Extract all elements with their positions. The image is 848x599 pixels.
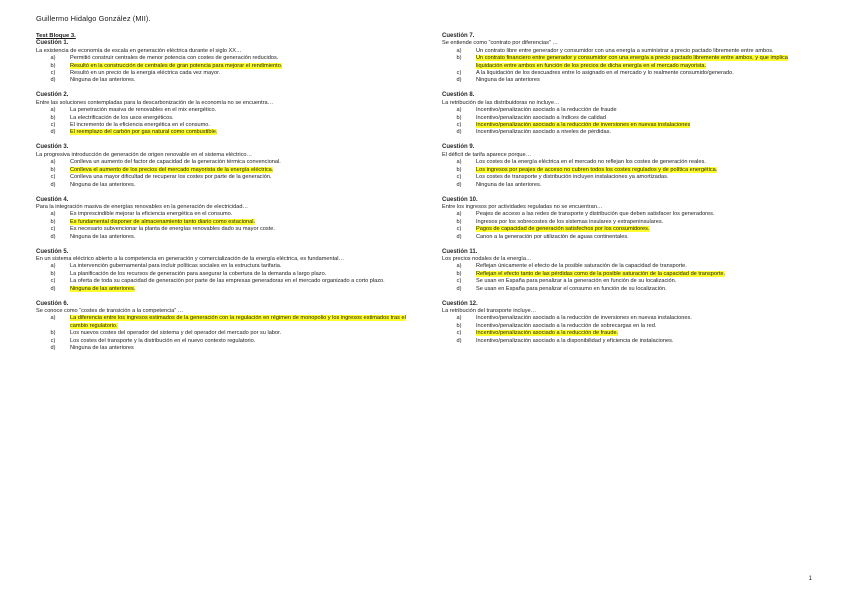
option-text-wrap	[476, 77, 814, 84]
right-question-list	[442, 33, 814, 345]
question-text: Los precios nodales de la energía…	[442, 255, 532, 262]
option-text: Conlleva una mayor dificultad de recuperar los costes por parte de la generación.	[70, 174, 272, 181]
option-list	[442, 211, 814, 241]
option-letter: a)	[456, 211, 462, 218]
option-text: Los costes del transporte y la distribución en el nuevo contexto regulatorio.	[70, 337, 256, 344]
option-text-wrap	[476, 159, 814, 166]
question-title: Cuestión 11.	[442, 248, 478, 255]
option-text: La electrificación de los usos energéticos.	[70, 114, 174, 121]
option-text-wrap	[476, 174, 814, 181]
question	[36, 92, 408, 136]
answer-option	[442, 107, 814, 114]
option-text-wrap	[70, 122, 408, 129]
answer-option	[36, 315, 408, 330]
option-text: Canon a la generación por utilización de aguas continentales.	[476, 233, 629, 240]
highlighted-answer-text: Es fundamental disponer de almacenamiento tanto diario como estacional.	[70, 218, 256, 225]
option-letter: d)	[50, 345, 56, 351]
option-text: Ninguna de las anteriores.	[70, 181, 136, 188]
option-text-wrap	[476, 48, 814, 55]
answer-option	[36, 182, 408, 189]
highlighted-answer-text: La diferencia entre los ingresos estimados de la generación con la regulación en régimen de monopolio y los ingresos estimados tras el cambio regulatorio.	[70, 315, 406, 329]
option-text-wrap	[70, 330, 408, 337]
option-text: Ninguna de las anteriores.	[476, 181, 542, 188]
answer-option	[36, 211, 408, 218]
question-text: Para la integración masiva de energías renovables en la generación de electricidad…	[36, 203, 249, 210]
option-text-wrap	[70, 70, 408, 77]
left-question-list	[36, 40, 408, 352]
option-letter: a)	[456, 159, 462, 166]
question	[36, 144, 408, 188]
option-text: Ingresos por los sobrecostes de los sistemas insulares y extrapeninsulares.	[476, 218, 664, 225]
option-text-wrap	[476, 330, 814, 337]
answer-option	[442, 226, 814, 233]
option-letter: c)	[456, 226, 462, 233]
option-letter: c)	[50, 70, 56, 77]
answer-option	[442, 330, 814, 337]
answer-option	[442, 129, 814, 136]
option-letter: b)	[50, 270, 56, 277]
option-letter: b)	[50, 330, 56, 337]
answer-option	[36, 70, 408, 77]
option-list	[442, 107, 814, 137]
answer-option	[36, 129, 408, 136]
option-text: Reflejan únicamente el efecto de la posible saturación de la capacidad de transporte.	[476, 263, 687, 270]
option-text-wrap	[476, 219, 814, 226]
question	[36, 249, 408, 293]
option-text: Incentivo/penalización asociado a la disponibilidad y eficiencia de instalaciones.	[476, 337, 674, 344]
option-letter: d)	[456, 337, 462, 344]
question	[36, 40, 408, 84]
answer-option	[36, 159, 408, 166]
option-list	[442, 48, 814, 85]
question	[442, 33, 814, 85]
answer-option	[442, 323, 814, 330]
question-title: Cuestión 10.	[442, 196, 478, 203]
question-title: Cuestión 1.	[36, 40, 69, 47]
option-text-wrap	[476, 234, 814, 241]
option-text-wrap	[476, 286, 814, 293]
answer-option	[36, 122, 408, 129]
option-text-wrap	[70, 286, 408, 293]
question	[442, 249, 814, 293]
answer-option	[36, 263, 408, 270]
left-column	[36, 33, 408, 360]
option-letter: c)	[50, 278, 56, 285]
answer-option	[36, 115, 408, 122]
option-text-wrap	[70, 315, 408, 330]
option-letter: c)	[50, 122, 56, 129]
option-text-wrap	[476, 129, 814, 136]
option-text-wrap	[476, 278, 814, 285]
option-letter: d)	[456, 77, 462, 84]
question-text: La existencia de economía de escala en generación eléctrica durante el siglo XX…	[36, 47, 242, 54]
option-letter: a)	[50, 107, 56, 114]
option-text: Un contrato libre entre generador y consumidor con una energía a suministrar a precio pactado libremente entre ambos.	[476, 47, 774, 54]
question	[442, 301, 814, 345]
option-text-wrap	[70, 338, 408, 345]
option-letter: a)	[50, 263, 56, 270]
highlighted-answer-text: El reemplazo del carbón por gas natural como combustible.	[70, 129, 218, 136]
option-list	[442, 263, 814, 293]
option-text: Peajes de acceso a las redes de transporte y distribución que deben satisfacer los generadores.	[476, 211, 715, 218]
answer-option	[442, 174, 814, 181]
option-letter: c)	[456, 70, 462, 77]
question-text: La progresiva introducción de generación de origen renovable en el sistema eléctrico…	[36, 151, 253, 158]
answer-option	[442, 182, 814, 189]
answer-option	[442, 48, 814, 55]
question-title: Cuestión 3.	[36, 144, 69, 151]
option-text-wrap	[70, 55, 408, 62]
option-text-wrap	[70, 345, 408, 352]
option-text: La intervención gubernamental para incluir políticas sociales en la estructura tarifaria.	[70, 263, 282, 270]
answer-option	[36, 219, 408, 226]
option-text: Incentivo/penalización asociado a la reducción de fraude	[476, 107, 617, 114]
question-title: Cuestión 2.	[36, 92, 69, 99]
question	[442, 92, 814, 136]
option-letter: c)	[456, 122, 462, 129]
highlighted-answer-text: Resultó en la construcción de centrales de gran potencia para mejorar el rendimiento.	[70, 62, 283, 69]
option-text: Permitió construir centrales de menor potencia con costes de generación reducidos.	[70, 55, 279, 62]
answer-option	[36, 338, 408, 345]
option-text: La planificación de los recursos de generación para asegurar la cobertura de la demanda a largo plazo.	[70, 270, 327, 277]
highlighted-answer-text: Pagos de capacidad de generación satisfechos por los consumidores.	[476, 226, 650, 233]
highlighted-answer-text: Incentivo/penalización asociado a la reducción de inversiones en nuevas instalaciones	[476, 122, 691, 129]
option-letter: d)	[456, 285, 462, 292]
question-text: En un sistema eléctrico abierto a la competencia en generación y comercialización de la energía eléctrica, es fundamental…	[36, 255, 345, 262]
question-text: Se entiende como “contrato por diferencias” …	[442, 40, 558, 47]
question-title: Cuestión 9.	[442, 144, 475, 151]
option-text-wrap	[476, 211, 814, 218]
answer-option	[36, 286, 408, 293]
option-text: Ninguna de las anteriores.	[70, 233, 136, 240]
answer-option	[36, 278, 408, 285]
option-text-wrap	[70, 174, 408, 181]
option-text: La oferta de toda su capacidad de generación por parte de las empresas generadoras en el mercado organizado a corto plazo.	[70, 278, 385, 285]
option-letter: b)	[456, 114, 462, 121]
answer-option	[36, 77, 408, 84]
option-letter: a)	[456, 263, 462, 270]
answer-option	[442, 263, 814, 270]
option-letter: b)	[50, 218, 56, 225]
answer-option	[36, 330, 408, 337]
option-text-wrap	[476, 55, 814, 70]
question-title: Cuestión 7.	[442, 33, 475, 39]
option-letter: b)	[456, 322, 462, 329]
option-letter: c)	[50, 337, 56, 344]
question	[36, 301, 408, 353]
answer-option	[442, 77, 814, 84]
highlighted-answer-text: Los ingresos por peajes de acceso no cubren todos los costes regulados y de política energética.	[476, 166, 718, 173]
option-text: Es imprescindible mejorar la eficiencia energética en el consumo.	[70, 211, 233, 218]
option-text: Los costes de la energía eléctrica en el mercado no reflejan los costes de generación reales.	[476, 159, 706, 166]
question-text: Se conoce como “costes de transición a la competencia” …	[36, 307, 184, 314]
highlighted-answer-text: Un contrato financiero entre generador y consumidor con una energía a precio pactado libremente entre ambos, y que implica liquidación entre ambos en función de los precios de dicha energía en el mercado mayorista.	[476, 55, 788, 69]
answer-option	[36, 345, 408, 352]
option-letter: a)	[456, 47, 462, 54]
option-text-wrap	[476, 263, 814, 270]
answer-option	[36, 226, 408, 233]
option-text: Ninguna de las anteriores	[70, 345, 134, 351]
option-text-wrap	[476, 70, 814, 77]
option-text-wrap	[70, 115, 408, 122]
option-text: Incentivo/penalización asociado a la reducción de inversiones en nuevas instalaciones.	[476, 315, 692, 322]
option-letter: b)	[50, 114, 56, 121]
option-letter: b)	[456, 218, 462, 225]
question-title: Cuestión 5.	[36, 248, 69, 255]
option-text: Se usan en España para penalizar a la generación en función de su localización.	[476, 278, 677, 285]
answer-option	[442, 234, 814, 241]
option-text-wrap	[70, 278, 408, 285]
answer-option	[36, 55, 408, 62]
answer-option	[442, 219, 814, 226]
option-letter: d)	[456, 181, 462, 188]
question-title: Cuestión 4.	[36, 196, 69, 203]
option-letter: d)	[50, 233, 56, 240]
answer-option	[442, 211, 814, 218]
option-text-wrap	[70, 271, 408, 278]
answer-option	[36, 271, 408, 278]
option-letter: a)	[456, 107, 462, 114]
answer-option	[36, 63, 408, 70]
highlighted-answer-text: Conlleva el aumento de los precios del mercado mayorista de la energía eléctrica.	[70, 166, 274, 173]
question-title: Cuestión 8.	[442, 92, 475, 99]
option-text-wrap	[476, 338, 814, 345]
answer-option	[442, 55, 814, 70]
option-text-wrap	[476, 122, 814, 129]
option-text: Resultó en un precio de la energía eléctrica cada vez mayor.	[70, 70, 221, 77]
option-letter: c)	[456, 330, 462, 337]
option-text-wrap	[70, 226, 408, 233]
option-text: Incentivo/penalización asociado a la reducción de sobrecargas en la red.	[476, 322, 657, 329]
option-text-wrap	[476, 323, 814, 330]
answer-option	[442, 115, 814, 122]
option-text: Ninguna de las anteriores	[476, 77, 540, 84]
option-letter: a)	[456, 315, 462, 322]
question-text: Entre los ingresos por actividades reguladas no se encuentran…	[442, 203, 603, 210]
option-letter: b)	[50, 166, 56, 173]
right-column	[442, 33, 814, 353]
option-text: Los nuevos costes del operador del sistema y del operador del mercado por su labor.	[70, 330, 282, 337]
option-letter: c)	[456, 174, 462, 181]
option-text-wrap	[70, 211, 408, 218]
option-text-wrap	[476, 107, 814, 114]
answer-option	[36, 174, 408, 181]
option-text-wrap	[70, 159, 408, 166]
option-letter: a)	[50, 315, 56, 322]
option-letter: d)	[456, 233, 462, 240]
option-text-wrap	[70, 63, 408, 70]
option-text-wrap	[70, 182, 408, 189]
answer-option	[442, 70, 814, 77]
question-title: Cuestión 6.	[36, 300, 69, 307]
question-text: La retribución del transporte incluye…	[442, 307, 537, 314]
answer-option	[36, 234, 408, 241]
option-letter: a)	[50, 55, 56, 62]
option-text-wrap	[70, 219, 408, 226]
option-list	[36, 315, 408, 352]
highlighted-answer-text: Ninguna de las anteriores.	[70, 285, 136, 292]
question-text: El déficit de tarifa aparece porque…	[442, 151, 532, 158]
option-text-wrap	[70, 107, 408, 114]
question	[36, 197, 408, 241]
option-list	[36, 107, 408, 137]
option-letter: a)	[50, 211, 56, 218]
option-list	[442, 159, 814, 189]
page-number: 1	[808, 576, 812, 582]
option-text-wrap	[70, 77, 408, 84]
option-text: Ninguna de las anteriores.	[70, 77, 136, 84]
option-text-wrap	[476, 315, 814, 322]
option-text: Se usan en España para penalizar el consumo en función de su localización.	[476, 285, 667, 292]
option-text-wrap	[476, 182, 814, 189]
option-text-wrap	[476, 167, 814, 174]
option-text: Conlleva un aumento del factor de capacidad de la generación térmica convencional.	[70, 159, 281, 166]
option-list	[36, 159, 408, 189]
option-letter: d)	[50, 77, 56, 84]
option-list	[442, 315, 814, 345]
block-title: Test Bloque 3.	[36, 33, 76, 39]
answer-option	[442, 167, 814, 174]
option-text: Incentivo/penalización asociado a niveles de pérdidas.	[476, 129, 611, 136]
answer-option	[442, 271, 814, 278]
option-text: La penetración masiva de renovables en el mix energético.	[70, 107, 217, 114]
option-letter: b)	[456, 166, 462, 173]
highlighted-answer-text: Reflejan el efecto tanto de las pérdidas como de la posible saturación de la capacidad de transporte.	[476, 270, 726, 277]
option-text-wrap	[70, 167, 408, 174]
option-letter: b)	[456, 55, 462, 62]
option-list	[36, 55, 408, 85]
option-letter: c)	[456, 278, 462, 285]
answer-option	[442, 286, 814, 293]
option-text: El incremento de la eficiencia energética en el consumo.	[70, 122, 210, 129]
option-text-wrap	[70, 129, 408, 136]
option-letter: d)	[50, 181, 56, 188]
answer-option	[442, 122, 814, 129]
answer-option	[442, 278, 814, 285]
option-text: Incentivo/penalización asociado a índices de calidad	[476, 114, 606, 121]
option-text-wrap	[70, 263, 408, 270]
answer-option	[36, 167, 408, 174]
question-text: La retribución de las distribuidoras no incluye…	[442, 99, 560, 106]
author-header: Guillermo Hidalgo González (MII).	[36, 14, 151, 23]
highlighted-answer-text: Incentivo/penalización asociado a la reducción de fraude.	[476, 330, 619, 337]
option-letter: a)	[50, 159, 56, 166]
option-letter: c)	[50, 226, 56, 233]
question	[442, 197, 814, 241]
question	[442, 144, 814, 188]
option-text-wrap	[476, 226, 814, 233]
option-letter: d)	[50, 129, 56, 136]
answer-option	[442, 159, 814, 166]
option-letter: c)	[50, 174, 56, 181]
option-letter: b)	[50, 62, 56, 69]
answer-option	[36, 107, 408, 114]
option-text: Los costes de transporte y distribución incluyen instalaciones ya amortizadas.	[476, 174, 669, 181]
answer-option	[442, 315, 814, 322]
question-text: Entre las soluciones contempladas para la descarbonización de la economía no se encuentra…	[36, 99, 274, 106]
option-letter: b)	[456, 270, 462, 277]
question-title: Cuestión 12.	[442, 300, 478, 307]
option-list	[36, 263, 408, 293]
option-text-wrap	[476, 115, 814, 122]
option-text: Es necesario subvencionar la planta de energías renovables dado su mayor coste.	[70, 226, 275, 233]
option-text-wrap	[70, 234, 408, 241]
option-text-wrap	[476, 271, 814, 278]
option-text: A la liquidación de los descuadres entre lo asignado en el mercado y lo realmente consumido/generado.	[476, 70, 734, 77]
option-letter: d)	[456, 129, 462, 136]
option-letter: d)	[50, 285, 56, 292]
option-list	[36, 211, 408, 241]
answer-option	[442, 338, 814, 345]
